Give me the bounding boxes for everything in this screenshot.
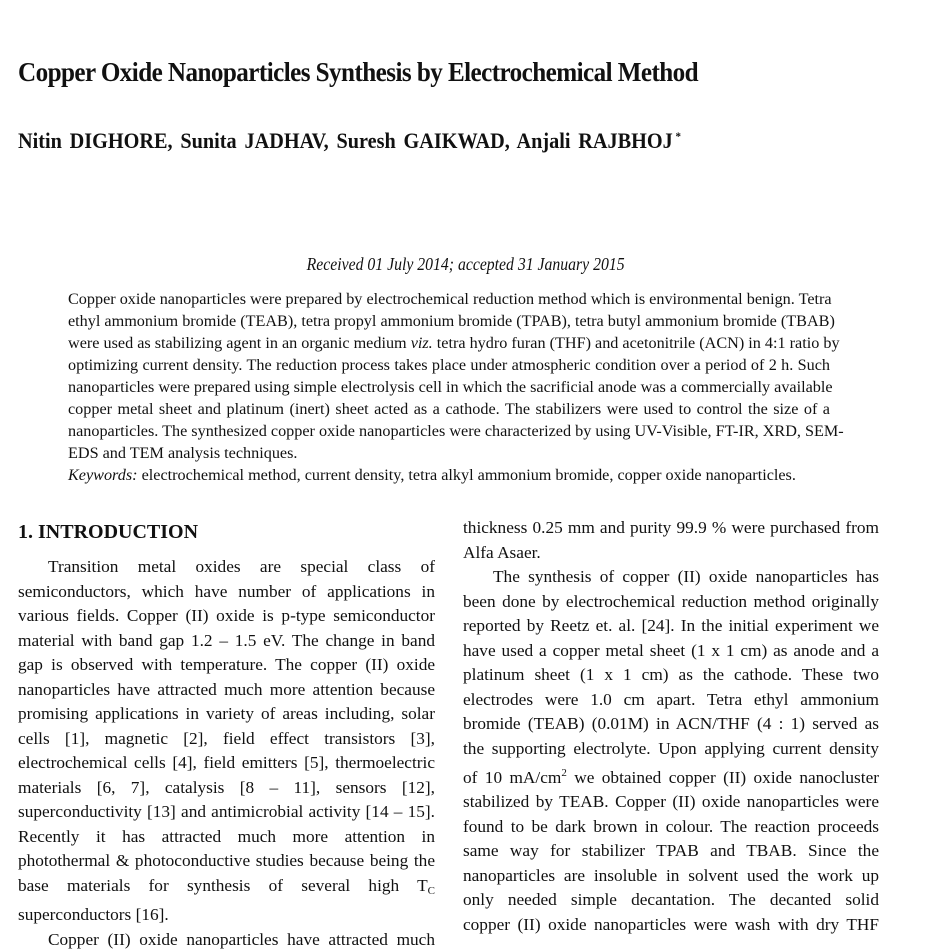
body-line: nanoparticles have attracted much more attention because	[18, 678, 435, 703]
body-line: stabilized by TEAB. Copper (II) oxide nanoparticles were	[463, 790, 879, 815]
abstract-line: Copper oxide nanoparticles were prepared by electrochemical reduction method which is environmental benign. Tetra	[68, 288, 830, 310]
body-line: photothermal & photoconductive studies because being the	[18, 849, 435, 874]
body-line: cells [1], magnetic [2], field effect transistors [3],	[18, 727, 435, 752]
body-line: gap is observed with temperature. The copper (II) oxide	[18, 653, 435, 678]
body-line: superconductors [16].	[18, 903, 435, 928]
keywords-text: electrochemical method, current density, tetra alkyl ammonium bromide, copper oxide nanoparticles.	[142, 466, 796, 484]
abstract-line: nanoparticles were prepared using simple electrolysis cell in which the sacrificial anode was a commercially available	[68, 376, 830, 398]
abstract-line: EDS and TEM analysis techniques.	[68, 442, 830, 464]
cm2-superscript: 2	[561, 767, 567, 779]
keywords-line	[68, 464, 830, 486]
keywords-label: Keywords:	[68, 466, 138, 484]
body-line: superconductivity [13] and antimicrobial activity [14 – 15].	[18, 800, 435, 825]
left-column	[18, 518, 435, 952]
body-line	[463, 761, 879, 790]
body-line: electrochemical cells [4], field emitters [5], thermoelectric	[18, 751, 435, 776]
abstract-line: copper metal sheet and platinum (inert) sheet acted as a cathode. The stabilizers were used to control the size of a	[68, 398, 830, 420]
abstract-line: optimizing current density. The reduction process takes place under atmospheric condition over a period of 2 h. Such	[68, 354, 830, 376]
tc-subscript: C	[428, 885, 435, 897]
body-line	[18, 874, 435, 904]
received-text: Received 01 July 2014; accepted 31 January 2015	[307, 254, 625, 275]
body-line: only needed simple decantation. The decanted solid	[463, 888, 879, 913]
body-line: The synthesis of copper (II) oxide nanoparticles has	[463, 565, 879, 590]
body-line: Alfa Asaer.	[463, 541, 879, 566]
body-line: been done by electrochemical reduction method originally	[463, 590, 879, 615]
section-heading-introduction: 1. INTRODUCTION	[18, 518, 435, 546]
right-column	[463, 516, 879, 937]
body-line: reported by Reetz et. al. [24]. In the initial experiment we	[463, 614, 879, 639]
body-line: Transition metal oxides are special class of	[18, 555, 435, 580]
body-line-cut-off: Copper (II) oxide nanoparticles have attracted much	[18, 928, 435, 952]
abstract-text: were used as stabilizing agent in an organic medium	[68, 334, 407, 352]
body-line: nanoparticles are insoluble in solvent used the work up	[463, 864, 879, 889]
body-text: base materials for synthesis of several high T	[18, 876, 428, 895]
abstract-italic-viz: viz.	[411, 334, 433, 352]
author-list	[18, 128, 681, 154]
body-line: material with band gap 1.2 – 1.5 eV. The change in band	[18, 629, 435, 654]
body-line: the supporting electrolyte. Upon applying current density	[463, 737, 879, 762]
authors-text: Nitin DIGHORE, Sunita JADHAV, Suresh GAIKWAD, Anjali RAJBHOJ	[18, 128, 673, 153]
body-line: electrodes were 1.0 cm apart. Tetra ethyl ammonium	[463, 688, 879, 713]
body-line: Recently it has attracted much more attention in	[18, 825, 435, 850]
body-line: have used a copper metal sheet (1 x 1 cm) as anode and a	[463, 639, 879, 664]
body-line: found to be dark brown in colour. The reaction proceeds	[463, 815, 879, 840]
abstract-text: tetra hydro furan (THF) and acetonitrile (ACN) in 4:1 ratio by	[437, 334, 840, 352]
abstract-line	[68, 332, 830, 354]
body-line: materials [6, 7], catalysis [8 – 11], sensors [12],	[18, 776, 435, 801]
corresponding-author-mark: *	[676, 129, 682, 143]
paper-title: Copper Oxide Nanoparticles Synthesis by Electrochemical Method	[18, 57, 698, 88]
body-line: platinum sheet (1 x 1 cm) as the cathode. These two	[463, 663, 879, 688]
body-text: we obtained copper (II) oxide nanocluster	[574, 768, 879, 787]
abstract	[68, 288, 830, 486]
body-line: semiconductors, which have number of applications in	[18, 580, 435, 605]
body-line: same way for stabilizer TPAB and TBAB. Since the	[463, 839, 879, 864]
body-line: promising applications in variety of areas including, solar	[18, 702, 435, 727]
abstract-line: nanoparticles. The synthesized copper oxide nanoparticles were characterized by using UV-Visible, FT-IR, XRD, SEM-	[68, 420, 830, 442]
body-text: of 10 mA/cm	[463, 768, 561, 787]
body-line: thickness 0.25 mm and purity 99.9 % were purchased from	[463, 516, 879, 541]
received-dates	[0, 254, 931, 275]
body-line: copper (II) oxide nanoparticles were wash with dry THF	[463, 913, 879, 938]
body-line: bromide (TEAB) (0.01M) in ACN/THF (4 : 1) served as	[463, 712, 879, 737]
abstract-line: ethyl ammonium bromide (TEAB), tetra propyl ammonium bromide (TPAB), tetra butyl ammonium bromide (TBAB)	[68, 310, 830, 332]
body-line: various fields. Copper (II) oxide is p-type semiconductor	[18, 604, 435, 629]
